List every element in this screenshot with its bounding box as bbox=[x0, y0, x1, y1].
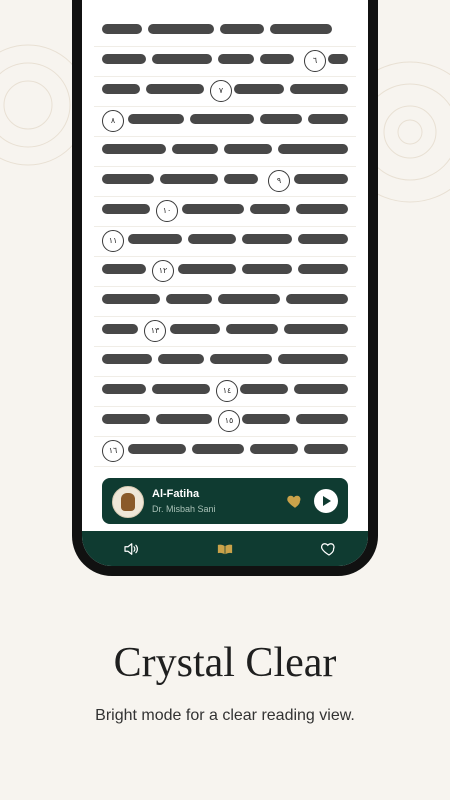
quran-line bbox=[94, 436, 356, 467]
quran-word bbox=[296, 204, 348, 214]
quran-word bbox=[308, 114, 348, 124]
quran-word bbox=[152, 384, 210, 394]
quran-word bbox=[102, 174, 154, 184]
quran-word bbox=[220, 24, 264, 34]
quran-word bbox=[240, 384, 288, 394]
quran-word bbox=[284, 324, 348, 334]
quran-word bbox=[182, 204, 244, 214]
quran-word bbox=[102, 204, 150, 214]
ayah-marker: ١٦ bbox=[102, 440, 124, 462]
quran-word bbox=[102, 264, 146, 274]
quran-word bbox=[290, 84, 348, 94]
quran-line bbox=[94, 256, 356, 287]
quran-word bbox=[278, 144, 348, 154]
bottom-nav bbox=[82, 531, 368, 566]
quran-word bbox=[128, 234, 182, 244]
quran-word bbox=[224, 174, 258, 184]
quran-word bbox=[128, 114, 184, 124]
quran-word bbox=[250, 444, 298, 454]
quran-line bbox=[94, 76, 356, 107]
quran-line bbox=[94, 376, 356, 407]
ayah-marker: ١٢ bbox=[152, 260, 174, 282]
quran-line bbox=[94, 16, 356, 47]
quran-word bbox=[296, 414, 348, 424]
quran-line bbox=[94, 166, 356, 197]
quran-word bbox=[242, 234, 292, 244]
quran-word bbox=[146, 84, 204, 94]
book-icon[interactable] bbox=[216, 540, 234, 558]
quran-word bbox=[166, 294, 212, 304]
quran-word bbox=[260, 114, 302, 124]
quran-line bbox=[94, 106, 356, 137]
quran-word bbox=[298, 234, 348, 244]
quran-word bbox=[102, 24, 142, 34]
app-screen bbox=[82, 0, 368, 566]
reciter-name: Dr. Misbah Sani bbox=[152, 504, 216, 514]
quran-word bbox=[286, 294, 348, 304]
quran-line bbox=[94, 286, 356, 317]
quran-word bbox=[102, 54, 146, 64]
quran-word bbox=[102, 414, 150, 424]
ayah-marker: ١٥ bbox=[218, 410, 240, 432]
marketing-subtitle: Bright mode for a clear reading view. bbox=[95, 707, 355, 724]
ayah-marker: ١٠ bbox=[156, 200, 178, 222]
quran-line bbox=[94, 196, 356, 227]
heart-outline-icon[interactable] bbox=[320, 540, 338, 558]
quran-word bbox=[170, 324, 220, 334]
ayah-marker: ٦ bbox=[304, 50, 326, 72]
quran-word bbox=[294, 384, 348, 394]
quran-word bbox=[188, 234, 236, 244]
quran-word bbox=[328, 54, 348, 64]
quran-word bbox=[192, 444, 244, 454]
quran-word bbox=[160, 174, 218, 184]
quran-word bbox=[218, 294, 280, 304]
ayah-marker: ٧ bbox=[210, 80, 232, 102]
quran-word bbox=[128, 444, 186, 454]
ayah-marker: ١١ bbox=[102, 230, 124, 252]
marketing-title: Crystal Clear bbox=[113, 640, 337, 686]
quran-word bbox=[242, 414, 290, 424]
quran-word bbox=[178, 264, 236, 274]
quran-line bbox=[94, 406, 356, 437]
reciter-avatar bbox=[112, 486, 144, 518]
quran-word bbox=[260, 54, 294, 64]
ayah-marker: ٨ bbox=[102, 110, 124, 132]
quran-word bbox=[156, 414, 212, 424]
audio-player[interactable] bbox=[102, 478, 348, 524]
quran-line bbox=[94, 136, 356, 167]
quran-word bbox=[278, 354, 348, 364]
quran-line bbox=[94, 46, 356, 77]
quran-word bbox=[218, 54, 254, 64]
quran-word bbox=[234, 84, 284, 94]
quran-word bbox=[298, 264, 348, 274]
quran-word bbox=[190, 114, 254, 124]
heart-icon[interactable] bbox=[286, 492, 304, 510]
quran-word bbox=[224, 144, 272, 154]
quran-line bbox=[94, 226, 356, 257]
quran-word bbox=[102, 384, 146, 394]
quran-word bbox=[102, 84, 140, 94]
ayah-marker: ٩ bbox=[268, 170, 290, 192]
quran-word bbox=[102, 144, 166, 154]
quran-word bbox=[304, 444, 348, 454]
quran-word bbox=[250, 204, 290, 214]
quran-word bbox=[294, 174, 348, 184]
ayah-marker: ١٤ bbox=[216, 380, 238, 402]
quran-word bbox=[270, 24, 332, 34]
quran-page bbox=[82, 0, 368, 470]
quran-line bbox=[94, 346, 356, 377]
quran-word bbox=[242, 264, 292, 274]
quran-word bbox=[152, 54, 212, 64]
quran-line bbox=[94, 316, 356, 347]
surah-name: Al-Fatiha bbox=[152, 488, 200, 500]
quran-word bbox=[172, 144, 218, 154]
quran-word bbox=[102, 324, 138, 334]
ayah-marker: ١٣ bbox=[144, 320, 166, 342]
quran-word bbox=[158, 354, 204, 364]
quran-word bbox=[102, 354, 152, 364]
audio-icon[interactable] bbox=[122, 540, 140, 558]
quran-word bbox=[210, 354, 272, 364]
play-button[interactable] bbox=[314, 489, 338, 513]
quran-word bbox=[102, 294, 160, 304]
quran-word bbox=[148, 24, 214, 34]
quran-word bbox=[226, 324, 278, 334]
